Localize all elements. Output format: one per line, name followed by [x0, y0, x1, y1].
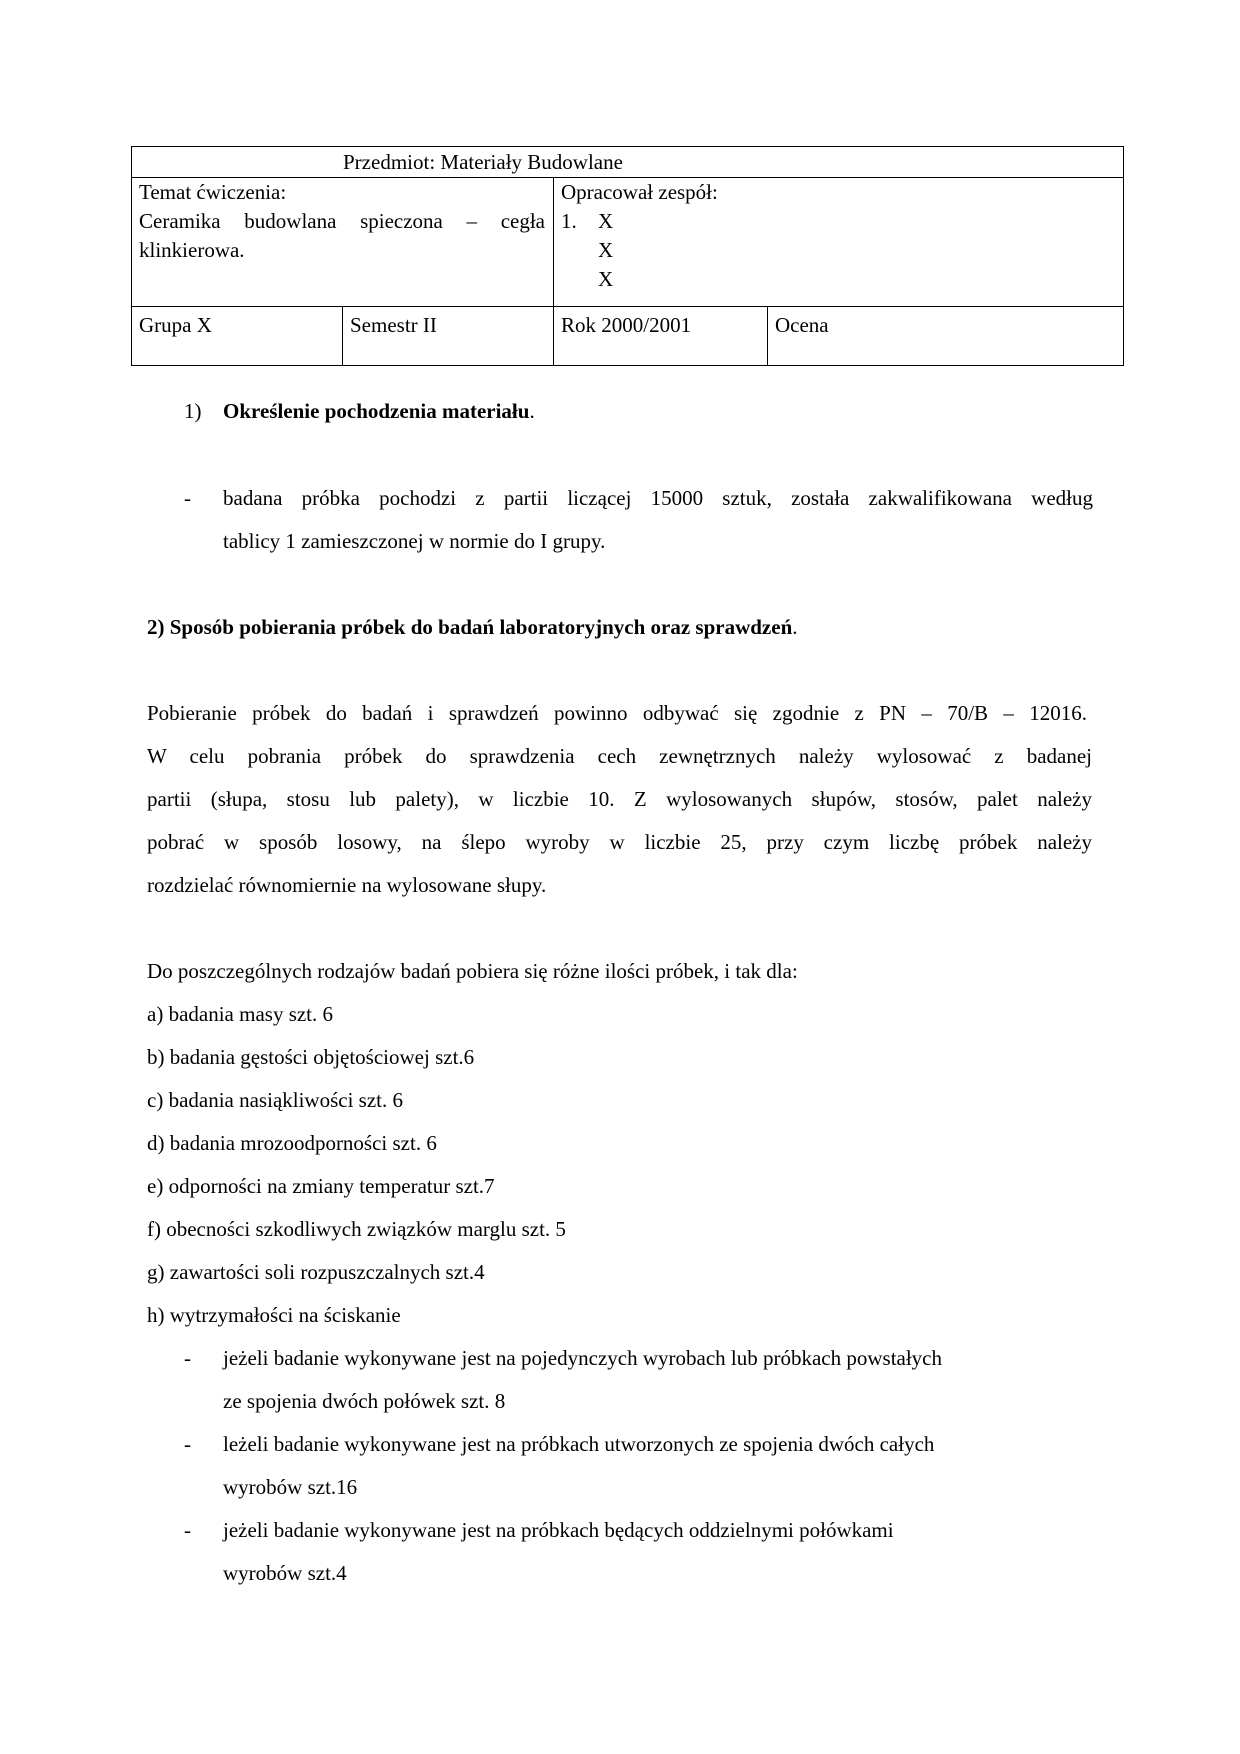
- sub-item-line: jeżeli badanie wykonywane jest na próbkach będących oddzielnymi połówkami: [223, 1518, 894, 1542]
- section2-para-line: partii (słupa, stosu lub palety), w liczbie 10. Z wylosowanych słupów, stosów, palet należy: [147, 787, 1092, 811]
- semester-cell: Semestr II: [350, 313, 437, 337]
- year-cell: Rok 2000/2001: [561, 313, 692, 337]
- section1-title: Określenie pochodzenia materiału: [223, 399, 530, 423]
- list-item: g) zawartości soli rozpuszczalnych szt.4: [147, 1260, 485, 1284]
- list-item: f) obecności szkodliwych związków marglu szt. 5: [147, 1217, 566, 1241]
- team-number: 1.: [561, 209, 577, 233]
- sub-item-line: wyrobów szt.4: [223, 1561, 347, 1585]
- section2-intro: Do poszczególnych rodzajów badań pobiera się różne ilości próbek, i tak dla:: [147, 959, 798, 983]
- table-border-left: [131, 146, 132, 366]
- section2-para-line: W celu pobrania próbek do sprawdzenia cech zewnętrznych należy wylosować z badanej: [147, 744, 1092, 768]
- section2-heading: [147, 617, 798, 638]
- topic-line-1: Ceramika budowlana spieczona – cegła: [139, 209, 545, 233]
- table-border-top: [131, 146, 1124, 147]
- list-item: h) wytrzymałości na ściskanie: [147, 1303, 401, 1327]
- table-row-divider: [131, 306, 1124, 307]
- table-border-right: [1123, 146, 1124, 366]
- section2-para-line: pobrać w sposób losowy, na ślepo wyroby w liczbie 25, przy czym liczbę próbek należy: [147, 830, 1092, 854]
- list-item: b) badania gęstości objętościowej szt.6: [147, 1045, 475, 1069]
- section1-period: .: [529, 399, 535, 423]
- sub-bullet: -: [184, 1432, 191, 1456]
- sub-bullet: -: [184, 1346, 191, 1370]
- section2-period: .: [792, 615, 798, 639]
- section2-para-line: rozdzielać równomiernie na wylosowane słupy.: [147, 873, 547, 897]
- topic-line-2: klinkierowa.: [139, 238, 245, 262]
- sub-bullet: -: [184, 1518, 191, 1542]
- topic-label: Temat ćwiczenia:: [139, 180, 287, 204]
- team-member: X: [598, 238, 614, 262]
- team-label: Opracował zespół:: [561, 180, 718, 204]
- table-col-divider: [767, 306, 768, 366]
- subject-cell: Przedmiot: Materiały Budowlane: [343, 150, 623, 174]
- list-item: e) odporności na zmiany temperatur szt.7: [147, 1174, 495, 1198]
- team-member: X: [598, 267, 614, 291]
- sub-item-line: wyrobów szt.16: [223, 1475, 358, 1499]
- section2-para-line: Pobieranie próbek do badań i sprawdzeń powinno odbywać się zgodnie z PN – 70/B – 12016.: [147, 701, 1087, 725]
- list-item: d) badania mrozoodporności szt. 6: [147, 1131, 437, 1155]
- table-col-divider: [553, 177, 554, 366]
- group-cell: Grupa X: [139, 313, 212, 337]
- section1-heading: [223, 401, 535, 422]
- section1-line-1: badana próbka pochodzi z partii liczącej 15000 sztuk, została zakwalifikowana według: [223, 486, 1093, 510]
- section1-bullet: -: [184, 486, 191, 510]
- table-col-divider: [342, 306, 343, 366]
- sub-item-line: leżeli badanie wykonywane jest na próbkach utworzonych ze spojenia dwóch całych: [223, 1432, 935, 1456]
- section1-number: 1): [184, 399, 202, 423]
- table-border-bottom: [131, 365, 1124, 366]
- section2-title: 2) Sposób pobierania próbek do badań laboratoryjnych oraz sprawdzeń: [147, 615, 793, 639]
- list-item: c) badania nasiąkliwości szt. 6: [147, 1088, 403, 1112]
- team-member: X: [598, 209, 614, 233]
- sub-item-line: ze spojenia dwóch połówek szt. 8: [223, 1389, 506, 1413]
- grade-cell: Ocena: [775, 313, 829, 337]
- sub-item-line: jeżeli badanie wykonywane jest na pojedynczych wyrobach lub próbkach powstałych: [223, 1346, 943, 1370]
- section1-line-2: tablicy 1 zamieszczonej w normie do I grupy.: [223, 529, 606, 553]
- header-table: [131, 146, 1124, 366]
- list-item: a) badania masy szt. 6: [147, 1002, 334, 1026]
